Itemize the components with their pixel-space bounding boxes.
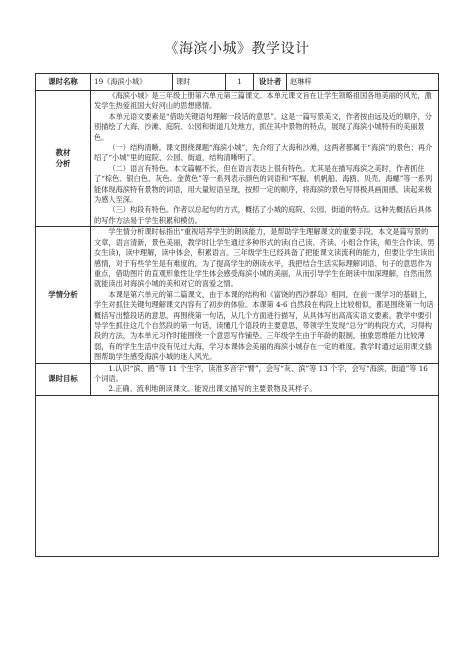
blank-row xyxy=(36,395,439,556)
textbook-analysis-label xyxy=(36,91,91,227)
lesson-goals-row xyxy=(36,363,439,395)
textbook-paragraph: （一）结构清晰。课文围绕课题“海滨小城”，先介绍了大海和沙滩，这两者都属于“海滨”的景色；再介绍了“小城”里的庭院、公园、街道，结构清晰明了。 xyxy=(94,143,433,163)
textbook-paragraph: 《海滨小城》是三年级上册第六单元第三篇课文。本单元课文旨在让学生领略祖国各地美丽的风光，激发学生热爱祖国大好河山的思想感情。 xyxy=(94,91,432,111)
goal-item: 1.认识“滨、鸥”等 11 个生字，读准多音字“臂”，会写“灰、滨”等 13 个字，会写“海滨、街道”等 16 个词语。 xyxy=(94,363,428,383)
textbook-paragraph: 本单元语文要素是“借助关键语句理解一段话的意思”。这是一篇写景美文，作者按由远及近的顺序，分别描绘了大海、沙滩、庭院、公园和街道几处地方，抓住其中景物的特点，展现了海滨小城特有的美丽景色。 xyxy=(94,111,432,142)
course-name-label: 课时名称 xyxy=(36,74,91,91)
course-name-value: 19《海滨小城》 xyxy=(91,74,173,91)
learner-analysis-content xyxy=(91,227,439,363)
learner-analysis-row xyxy=(36,227,439,363)
header-row xyxy=(36,74,439,91)
learner-paragraph: 学生情分析课时标指出“重视培养学生的朗读能力，是帮助学生理解课文的重要手段，本文是篇写景的文章，语言清新，景色美丽，教学时让学生通过多种形式的读(自己读、齐读、小组合作读，师生合作读、男女生读)，读中理解，读中体会，积累语言。三年级学生已经具备了把能课文读流利的能力，但要让学生读出感情，对于有些学生是有难度的，为了提高学生的朗读水平，我把结合生活实际理解词语、句子的意思作为重点，借助图片的直观形象性让学生体会感受海滨小城的美丽，从而引导学生在朗读中加深理解，自然而然就能读出对海滨小城的美和对它的喜爱之情。 xyxy=(94,227,435,289)
textbook-analysis-content xyxy=(91,91,439,227)
textbook-label-line1: 教材 xyxy=(55,148,71,158)
period-value: 1 xyxy=(226,74,254,91)
textbook-paragraph: （二）语言有特色。本文篇幅不长，但在语言表达上很有特色。尤其是在描写海滨之美时，作者抓住了“棕色、银白色、灰色、金黄色”等一系列表示颜色的词语和“军舰、机帆船、海鸥、贝壳、海螺”等一系列能体现海滨特有景物的词语，用大量短语呈现，按照一定的顺序，将海滨的景色写得极具画面感，读起来极为感人至深。 xyxy=(94,163,433,205)
document-title: 《海滨小城》教学设计 xyxy=(164,41,310,57)
period-label: 课时 xyxy=(173,74,226,91)
lesson-goals-content xyxy=(91,363,439,395)
learner-paragraph: 本课是第六单元的第二篇课文，由于本课的结构和《富饶的西沙群岛》相同，在前一课学习的基础上，学生对抓住关键句理解课文内容有了初步的体验。本课第 4-6 自然段在构段上比较相似，都是围绕第一句话概括写出整段话的意思，再围绕第一句话，从几个方面进行描写，从具体写出高高实语文要素。教学中要引导学生抓住这几个自然段的第一句话，读懂几个语段的主要意思，带领学生发现“总分”的构段方式，习得构段的方法，为本单元习作时能围绕一个意思写作铺垫。三年级学生由于年龄的限制，抽象思维能力比较薄弱，有的学生生活中没有见过大海，学习本课体会美丽的海滨小城存在一定的难度。教学时通过运用课文插图帮助学生感受海滨小城的迷人风光。 xyxy=(94,289,434,362)
designer-label: 设计者 xyxy=(254,74,287,91)
goal-item: 2.正确、流利地朗读课文。能说出课文描写的主要景物及其样子。 xyxy=(108,384,317,394)
textbook-label-line2: 分析 xyxy=(55,158,71,168)
lesson-goals-label: 课时目标 xyxy=(36,363,91,395)
textbook-paragraph: （三）构段有特色。作者以总起句的方式，概括了小城的庭院、公园、街道的特点。这种先概括后具体的写作方法易于学生积累和模仿。 xyxy=(94,205,432,225)
learner-analysis-label: 学情分析 xyxy=(36,227,91,363)
blank-area xyxy=(36,395,439,556)
textbook-analysis-row xyxy=(36,91,439,227)
lesson-plan-table xyxy=(35,73,439,557)
designer-value: 赵琳梓 xyxy=(287,74,439,91)
